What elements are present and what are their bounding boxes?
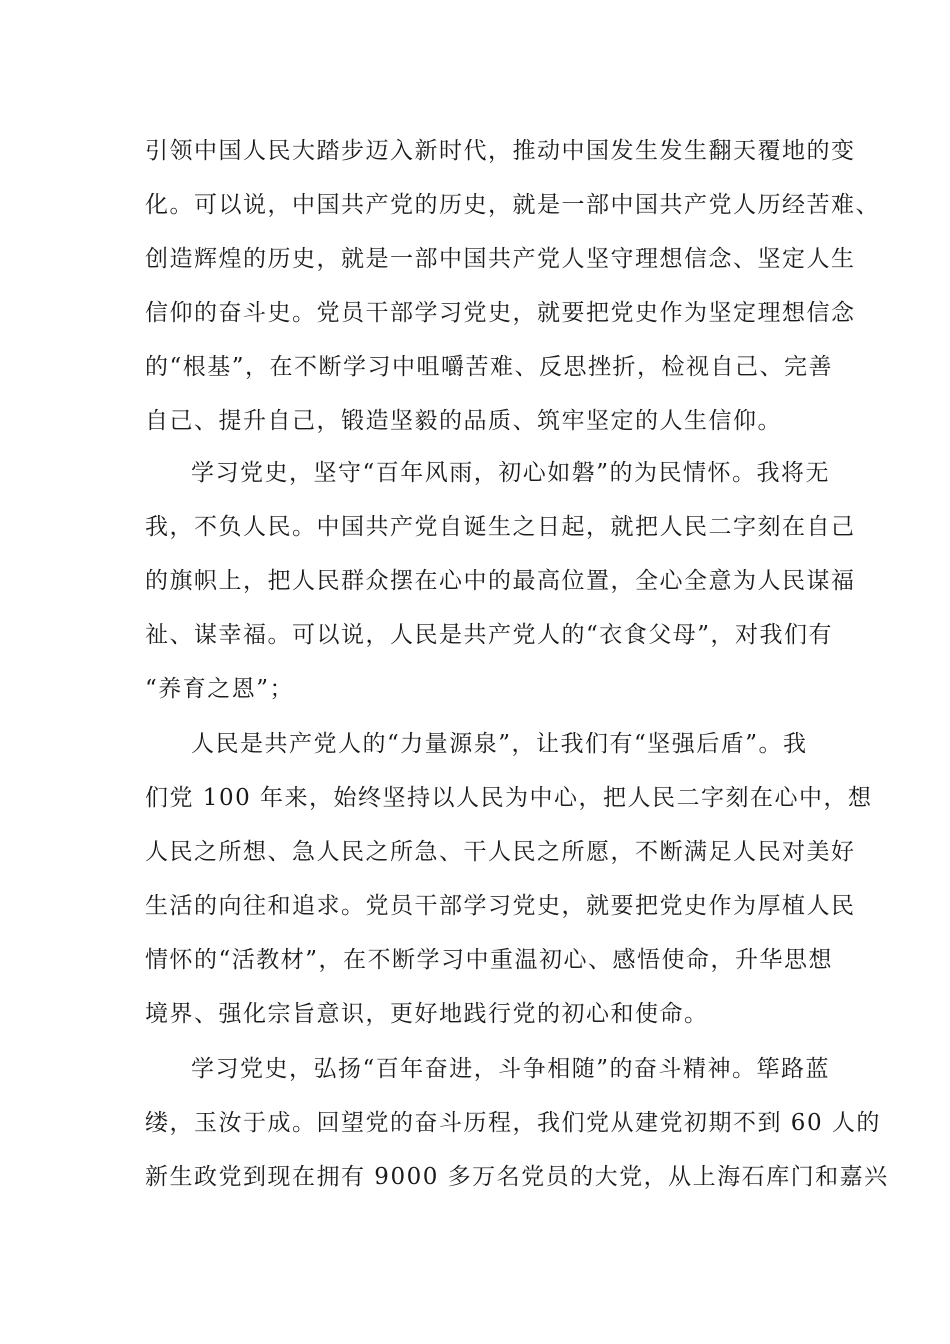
text-line: 信仰的奋斗史。党员干部学习党史，就要把党史作为坚定理想信念 [145, 300, 856, 326]
paragraph-3 [145, 717, 873, 1041]
text-line-indented: 学习党史，弘扬“百年奋进，斗争相随”的奋斗精神。筚路蓝 [191, 1056, 831, 1082]
paragraph-4 [145, 1042, 889, 1204]
text-line: 境界、强化宗旨意识，更好地践行党的初心和使命。 [145, 1001, 709, 1027]
text-line: 化。可以说，中国共产党的历史，就是一部中国共产党人历经苦难、 [145, 192, 880, 218]
text-line: 生活的向往和追求。党员干部学习党史，就要把党史作为厚植人民 [145, 893, 856, 919]
text-line: 我，不负人民。中国共产党自诞生之日起，就把人民二字刻在自己 [145, 514, 856, 540]
text-line: 自己、提升自己，锻造坚毅的品质、筑牢坚定的人生信仰。 [145, 408, 782, 434]
text-line: 引领中国人民大踏步迈入新时代，推动中国发生发生翻天覆地的变 [145, 138, 856, 164]
text-line: 祉、谋幸福。可以说，人民是共产党人的“衣食父母”，对我们有 [145, 622, 834, 648]
text-line: “养育之恩”； [145, 676, 295, 702]
text-line: 人民之所想、急人民之所急、干人民之所愿，不断满足人民对美好 [145, 839, 856, 865]
text-line: 的旗帜上，把人民群众摆在心中的最高位置，全心全意为人民谋福 [145, 568, 856, 594]
paragraph-1 [145, 124, 880, 448]
text-line: 情怀的“活教材”，在不断学习中重温初心、感悟使命，升华思想 [145, 947, 834, 973]
text-line: 新生政党到现在拥有 9000 多万名党员的大党，从上海石库门和嘉兴 [145, 1164, 889, 1190]
text-line: 缕，玉汝于成。回望党的奋斗历程，我们党从建党初期不到 60 人的 [145, 1110, 881, 1136]
text-line-indented: 学习党史，坚守“百年风雨，初心如磐”的为民情怀。我将无 [191, 460, 831, 486]
text-line: 们党 100 年来，始终坚持以人民为中心，把人民二字刻在心中，想 [145, 785, 873, 811]
text-line: 创造辉煌的历史，就是一部中国共产党人坚守理想信念、坚定人生 [145, 246, 856, 272]
paragraph-2 [145, 446, 856, 716]
text-line: 的“根基”，在不断学习中咀嚼苦难、反思挫折，检视自己、完善 [145, 354, 834, 380]
text-line-indented: 人民是共产党人的“力量源泉”，让我们有“坚强后盾”。我 [191, 731, 808, 757]
